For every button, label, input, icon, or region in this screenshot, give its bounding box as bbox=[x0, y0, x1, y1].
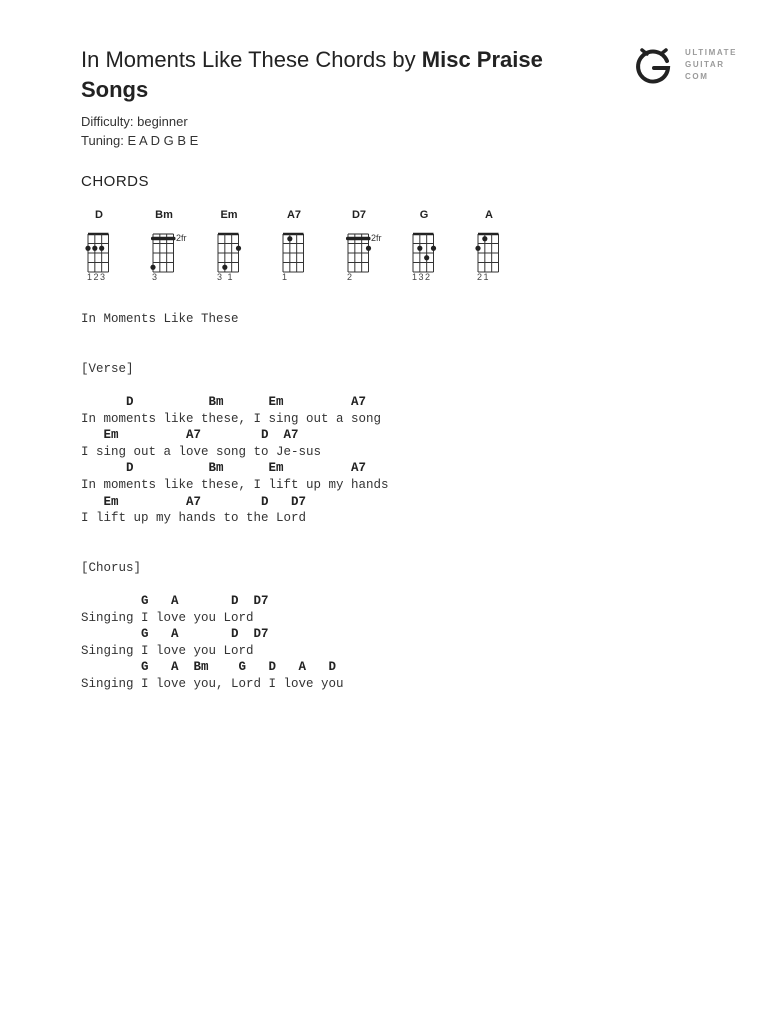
chord-fingering: 2 bbox=[347, 272, 354, 282]
lyric-line: Singing I love you Lord bbox=[81, 643, 254, 658]
song-title bbox=[81, 45, 601, 105]
blank-line bbox=[81, 543, 389, 560]
blank-line bbox=[81, 344, 389, 361]
logo-wordmark bbox=[685, 47, 737, 83]
ultimate-guitar-logo[interactable] bbox=[634, 44, 744, 84]
chord-diagram-name: G bbox=[419, 209, 429, 221]
logo-line: GUITAR bbox=[685, 60, 725, 69]
chords-section-title: CHORDS bbox=[81, 173, 150, 190]
chord-diagram-name: A bbox=[485, 209, 493, 221]
lyric-line: I lift up my hands to the Lord bbox=[81, 511, 307, 526]
chord-diagram-name: D7 bbox=[351, 209, 367, 221]
blank-line bbox=[81, 377, 389, 394]
chord-diagram-grid bbox=[214, 230, 244, 274]
chord-line[interactable]: G A D D7 bbox=[81, 594, 269, 609]
chord-diagram-grid bbox=[279, 230, 309, 274]
title-prefix: In Moments Like These Chords by bbox=[81, 47, 422, 72]
chord-line[interactable]: D Bm Em A7 bbox=[81, 394, 367, 409]
chord-diagram-grid bbox=[474, 230, 504, 274]
lyric-line: [Chorus] bbox=[81, 560, 142, 575]
lyric-line: In moments like these, I sing out a song bbox=[81, 411, 382, 426]
guitar-pick-logo-icon bbox=[634, 44, 674, 84]
blank-line bbox=[81, 577, 389, 594]
chord-diagram-name: Em bbox=[220, 209, 238, 221]
artist-name[interactable]: Misc Praise Songs bbox=[81, 47, 543, 102]
chord-fingering: 21 bbox=[477, 272, 491, 282]
logo-line: ULTIMATE bbox=[685, 48, 738, 57]
lyric-line: Singing I love you, Lord I love you bbox=[81, 677, 344, 692]
chord-sheet bbox=[81, 311, 389, 693]
chord-line[interactable]: D Bm Em A7 bbox=[81, 461, 367, 476]
lyric-line: I sing out a love song to Je-sus bbox=[81, 444, 322, 459]
chord-fingering: 1 bbox=[282, 272, 289, 282]
song-meta bbox=[81, 112, 198, 150]
chord-diagram-grid bbox=[409, 230, 439, 274]
lyric-line: Singing I love you Lord bbox=[81, 610, 254, 625]
chord-fingering: 132 bbox=[412, 272, 432, 282]
lyric-line: In moments like these, I lift up my hands bbox=[81, 477, 389, 492]
chord-line[interactable]: G A Bm G D A D bbox=[81, 660, 337, 675]
logo-line: COM bbox=[685, 72, 709, 81]
chord-diagram-name: D bbox=[95, 209, 103, 221]
chord-line[interactable]: G A D D7 bbox=[81, 627, 269, 642]
fret-position-label: 2fr bbox=[176, 233, 187, 243]
chord-fingering: 3 1 bbox=[217, 272, 235, 282]
chord-diagram-grid bbox=[149, 230, 179, 274]
chord-line[interactable]: Em A7 D A7 bbox=[81, 428, 299, 443]
chord-diagram-grid bbox=[84, 230, 114, 274]
chord-diagram-name: Bm bbox=[155, 209, 173, 221]
blank-line bbox=[81, 527, 389, 544]
difficulty-label: Difficulty: beginner bbox=[81, 114, 188, 129]
blank-line bbox=[81, 328, 389, 345]
chord-diagram-grid bbox=[344, 230, 374, 274]
chord-fingering: 123 bbox=[87, 272, 107, 282]
fret-position-label: 2fr bbox=[371, 233, 382, 243]
tuning-label: Tuning: E A D G B E bbox=[81, 133, 199, 148]
lyric-line: [Verse] bbox=[81, 361, 134, 376]
lyric-line: In Moments Like These bbox=[81, 312, 239, 326]
chord-diagram-name: A7 bbox=[286, 209, 302, 221]
chord-fingering: 3 bbox=[152, 272, 159, 282]
chord-line[interactable]: Em A7 D D7 bbox=[81, 494, 307, 509]
